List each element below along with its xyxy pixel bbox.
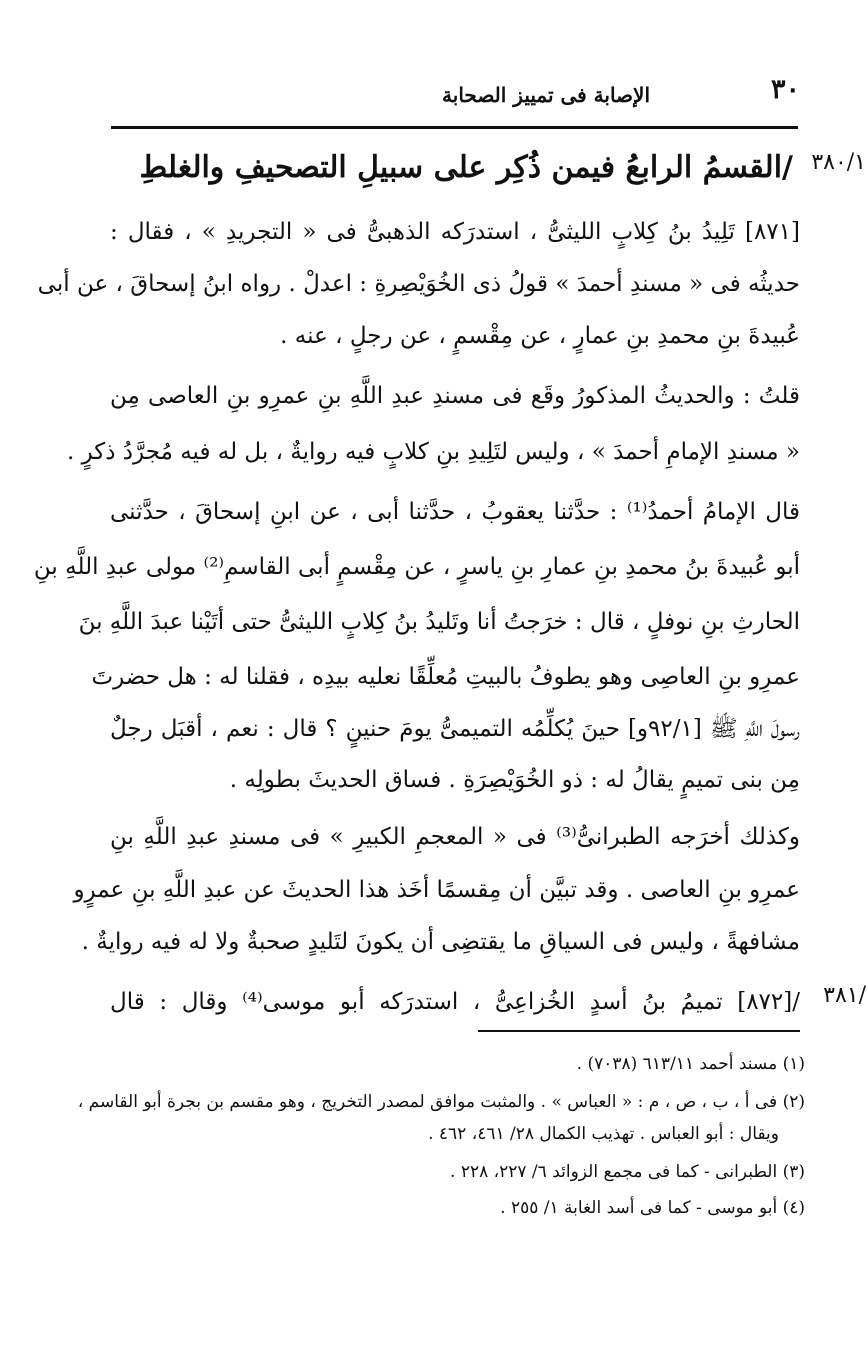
text-line: مِن بنى تميمٍ يقالُ له : ذو الخُوَيْصِرَةِ . فساق الحديثَ بطولِه .	[229, 767, 800, 793]
section-heading: /القسمُ الرابعُ فيمن ذُكِر على سبيلِ التصحيفِ والغلطِ	[139, 150, 793, 185]
text-line: « مسندِ الإمامِ أحمدَ » ، وليس لتَلِيدِ بنِ كلابٍ فيه روايةٌ ، بل له فيه مُجرَّدُ ذكرٍ .	[66, 439, 800, 465]
text-line: مشافهةً ، وليس فى السياقِ ما يقتضِى أن يكونَ لتَليدٍ صحبةٌ ولا له فيه روايةٌ .	[81, 929, 800, 955]
running-title: الإصابة فى تمييز الصحابة	[442, 83, 650, 107]
text-line: أبو عُبيدةَ بنُ محمدِ بنِ عمارِ بنِ ياسرٍ ، عن مِقْسمٍ أبى القاسمِ⁽²⁾ مولى عبدِ اللَّهِ بنِ	[33, 554, 800, 580]
footnote: (٣) الطبرانى - كما فى مجمع الزوائد ٦/ ٢٢٧، ٢٢٨ .	[450, 1162, 805, 1182]
footnote: ويقال : أبو العباس . تهذيب الكمال ٢٨/ ٤٦١، ٤٦٢ .	[428, 1124, 779, 1144]
text-line: قلتُ : والحديثُ المذكورُ وقَع فى مسندِ عبدِ اللَّهِ بنِ عمرِو بنِ العاصى مِن	[110, 383, 800, 409]
text-line: الحارثِ بنِ نوفلٍ ، قال : خرَجتُ أنا وتَليدُ بنُ كِلابٍ الليثىُّ حتى أتَيْنا عبدَ اللَّهِ بنَ	[78, 609, 800, 635]
text-line: قال الإمامُ أحمدُ⁽¹⁾ : حدَّثنا يعقوبُ ، حدَّثنا أبى ، عن ابنِ إسحاقَ ، حدَّثنى	[110, 499, 800, 525]
footnote-rule	[478, 1030, 800, 1032]
footnote: (٤) أبو موسى - كما فى أسد الغابة ١/ ٢٥٥ .	[500, 1198, 805, 1218]
running-header	[360, 74, 800, 114]
text-line: وكذلك أخرَجه الطبرانىُّ⁽³⁾ فى « المعجمِ الكبيرِ » فى مسندِ عبدِ اللَّهِ بنِ	[110, 824, 800, 850]
header-rule	[111, 126, 798, 129]
text-line: رسولَ اللَّهِ ﷺ [٩٢/١و] حينَ يُكلِّمُه التميمىُّ يومَ حنينٍ ؟ قال : نعم ، أقبَل رجلٌ	[110, 716, 800, 742]
footnote: (١) مسند أحمد ٦١٣/١١ (٧٠٣٨) .	[576, 1054, 805, 1074]
footnote: (٢) فى أ ، ب ، ص ، م : « العباس » . والمثبت موافق لمصدر التخريج ، وهو مقسم بن بجرة أبو القاسم ،	[77, 1092, 805, 1112]
page-number: ٣٠	[770, 74, 800, 105]
text-line: عُبيدةَ بنِ محمدِ بنِ عمارٍ ، عن مِقْسمٍ ، عن رجلٍ ، عنه .	[280, 323, 800, 349]
margin-folio-ref: ٣٨٠/١	[811, 150, 866, 175]
text-line: [٨٧١] تَلِيدُ بنُ كِلابٍ الليثىُّ ، استدرَكه الذهبىُّ فى « التجريدِ » ، فقال :	[110, 219, 800, 245]
text-line: عمرِو بنِ العاصِى وهو يطوفُ بالبيتِ مُعلِّقًا نعليه بيدِه ، فقلنا له : هل حضرتَ	[91, 664, 800, 690]
text-line: /[٨٧٢] تميمُ بنُ أسدٍ الخُزاعِىُّ ، استدرَكه أبو موسى⁽⁴⁾ وقال : قال	[110, 989, 800, 1015]
margin-folio-ref: ٣٨١/	[823, 983, 866, 1008]
text-line: حديثُه فى « مسندِ أحمدَ » قولُ ذى الخُوَيْصِرةِ : اعدلْ . رواه ابنُ إسحاقَ ، عن أبى	[37, 271, 800, 297]
text-line: عمرِو بنِ العاصى . وقد تبيَّن أن مِقسمًا أخَذ هذا الحديثَ عن عبدِ اللَّهِ بنِ عمرٍو	[73, 877, 800, 903]
